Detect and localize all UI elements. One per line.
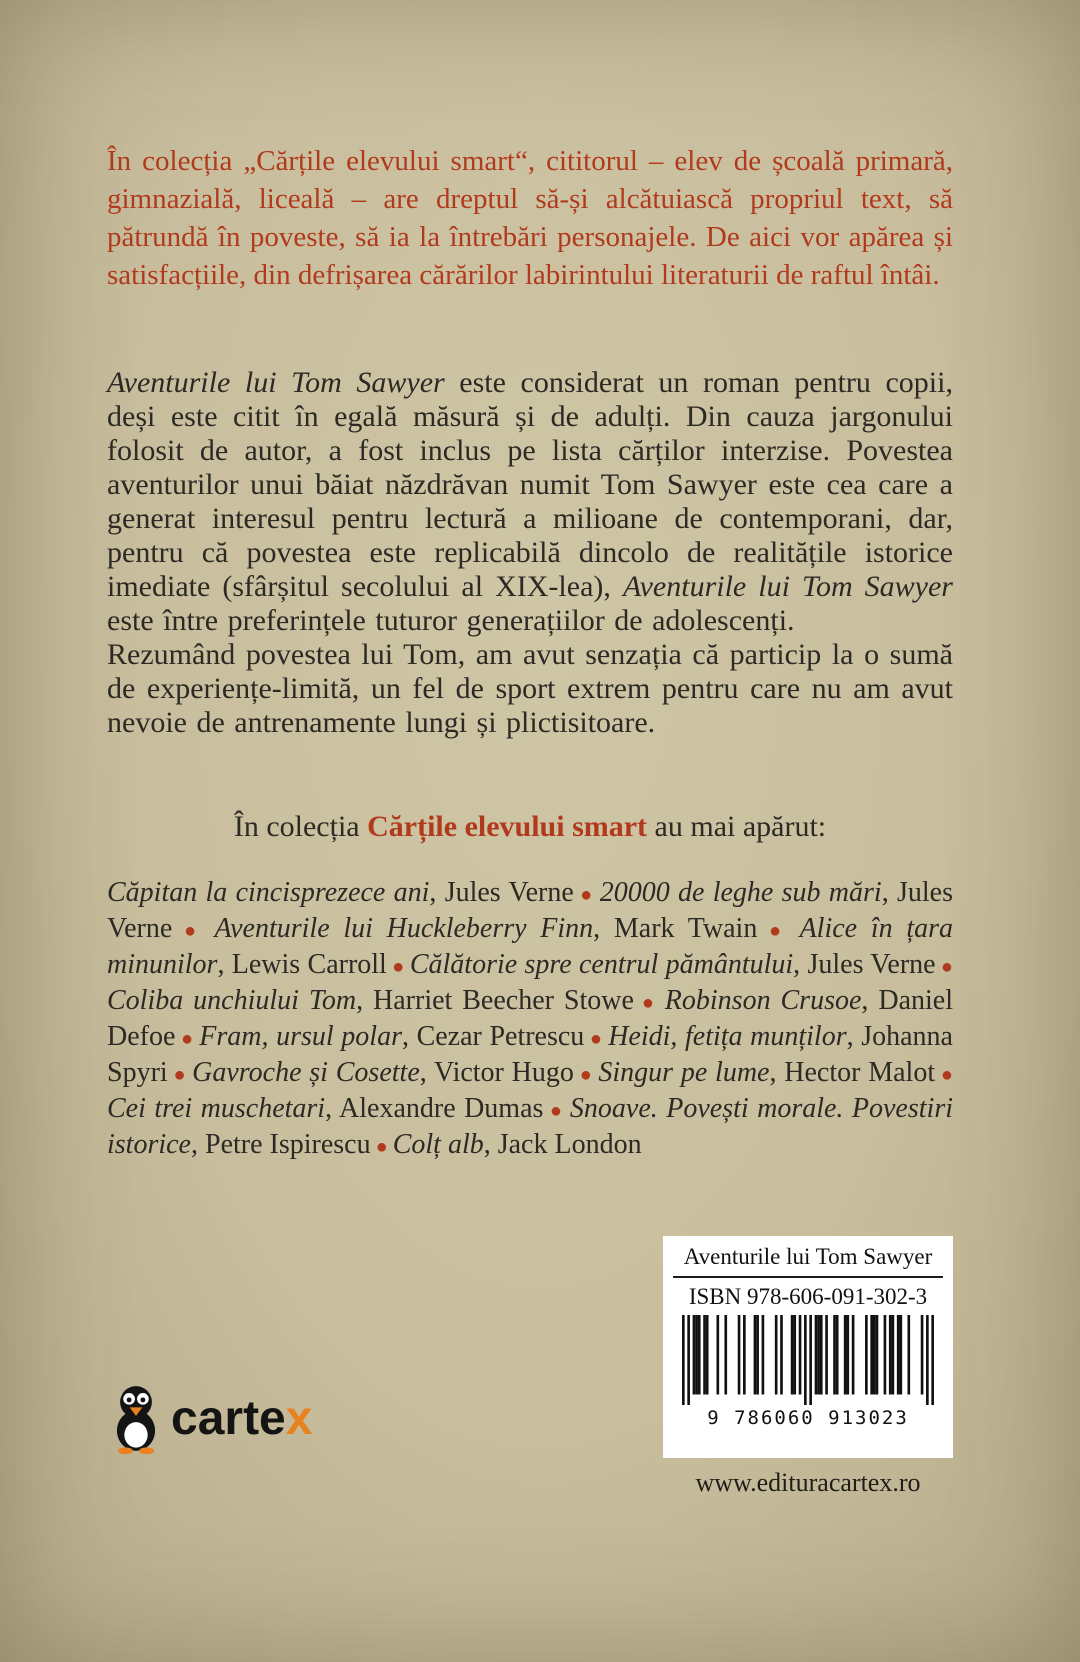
publisher-logo (103, 1384, 312, 1454)
intro-paragraph: În colecția „Cărțile elevului smart“, cititorul – elev de școală primară, gimnazială, liceală – are dreptul să-și alcătuiască propriul text, să pătrundă în poveste, să ia la întrebări personajele. De aici vor apărea și satisfacțiile, din defrișarea cărărilor labirintului literaturii de raftul întâi. (107, 145, 953, 291)
collection-heading: În colecția Cărțile elevului smart au mai apărut: (233, 810, 827, 843)
publisher-logo-text (171, 1392, 313, 1445)
publisher-website: www.edituracartex.ro (695, 1468, 921, 1497)
description-block (107, 366, 953, 740)
barcode-digits: 9 786060 913023 (707, 1407, 909, 1429)
logo-word: carte (171, 1392, 286, 1445)
logo-x: x (285, 1392, 313, 1445)
book-list: Căpitan la cincisprezece ani, Jules Verne ● 20000 de leghe sub mări, Jules Verne ● Aventurile lui Huckleberry Finn, Mark Twain ● Alice în țara minunilor, Lewis Carroll ● Călătorie spre centrul pământului, Jules Verne ● Coliba unchiului Tom, Harriet Beecher Stowe ● Robinson Crusoe, Daniel Defoe ● Fram, ursul polar, Cezar Petrescu ● Heidi, fetița munților, Johanna Spyri ● Gavroche și Cosette, Victor Hugo ● Singur pe lume, Hector Malot ● Cei trei muschetari, Alexandre Dumas ● Snoave. Povești morale. Povestiri istorice, Petre Ispirescu ● Colț alb, Jack London (107, 877, 954, 1160)
isbn-box-title: Aventurile lui Tom Sawyer (673, 1244, 943, 1278)
isbn-number: ISBN 978-606-091-302-3 (688, 1284, 928, 1309)
description-paragraph-1: Aventurile lui Tom Sawyer este considerat un roman pentru copii, deși este citit în egală măsură și de adulți. Din cauza jargonului folosit de autor, a fost inclus pe lista cărților interzise. Povestea aventurilor unui băiat năzdrăvan numit Tom Sawyer este cea care a generat interesul pentru lectură a milioane de contemporani, dar, pentru că povestea este replicabilă dincolo de realitățile istorice imediate (sfârșitul secolului al XIX-lea), Aventurile lui Tom Sawyer este între preferințele tuturor generațiilor de adolescenți. (107, 366, 953, 637)
barcode (682, 1315, 934, 1405)
isbn-box (663, 1236, 953, 1458)
cartex-penguin-icon (103, 1384, 169, 1454)
description-paragraph-2: Rezumând povestea lui Tom, am avut senzația că particip la o sumă de experiențe-limită, un fel de sport extrem pentru care nu am avut nevoie de antrenamente lungi și plictisitoare. (107, 638, 953, 739)
